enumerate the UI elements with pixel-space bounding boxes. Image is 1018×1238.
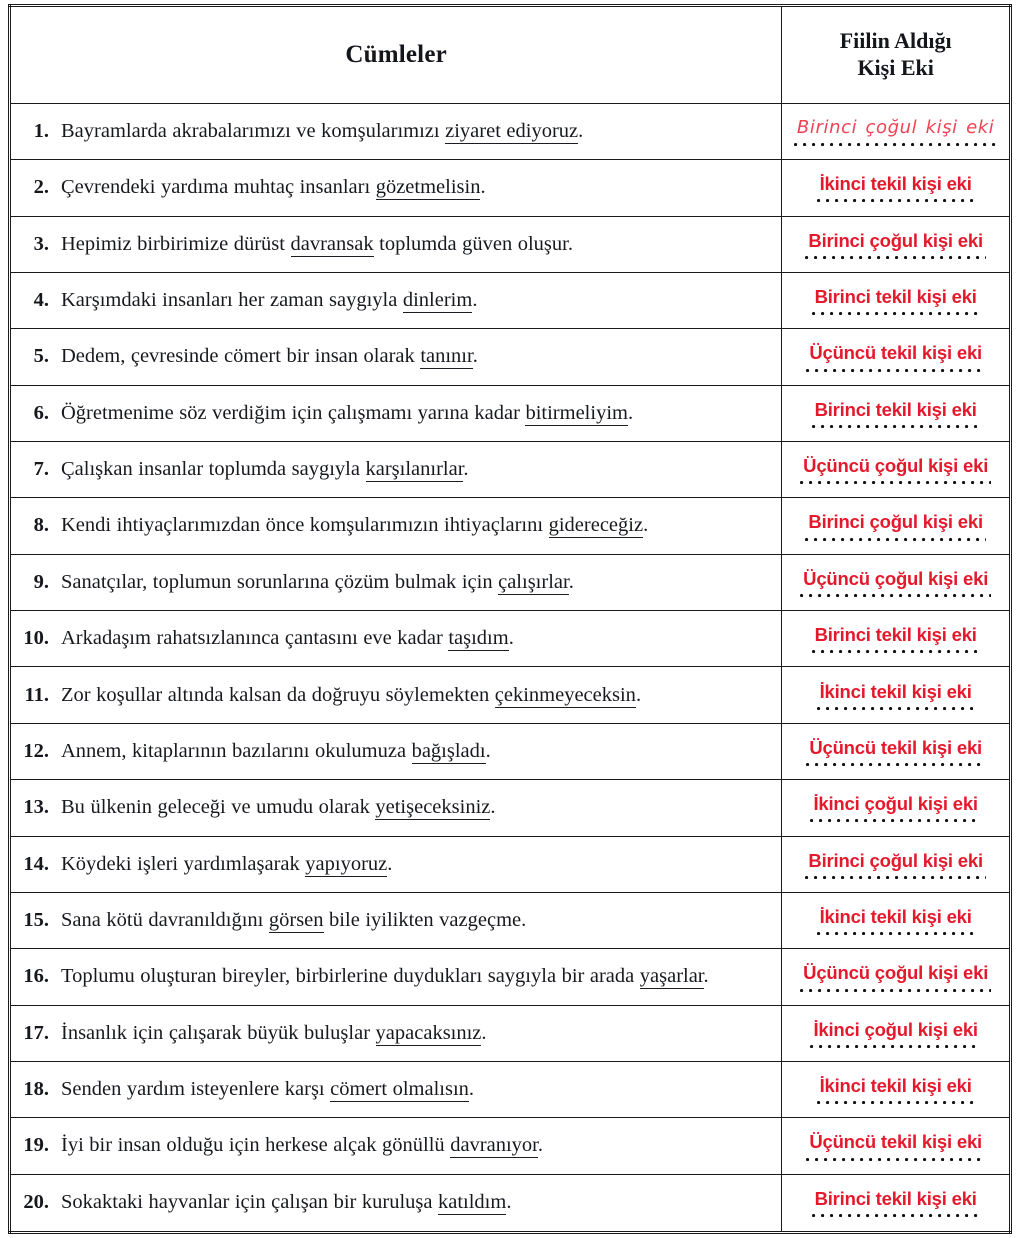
sentence-text-before: Sana kötü davranıldığını	[61, 909, 269, 931]
underlined-verb: yetişeceksiniz	[375, 796, 491, 819]
answer-cell[interactable]	[782, 329, 1011, 385]
table-row	[10, 1118, 1011, 1174]
sentence-text	[61, 1131, 781, 1160]
sentence-text	[61, 286, 781, 315]
sentence-line	[11, 1131, 781, 1160]
row-number: 16.	[23, 965, 49, 988]
sentence-text-after: .	[472, 345, 478, 368]
row-number: 20.	[23, 1191, 49, 1214]
row-number: 18.	[23, 1078, 49, 1101]
answer-text: Üçüncü çoğul kişi eki	[803, 455, 988, 484]
sentence-text-after: toplumda güven oluşur.	[373, 232, 573, 255]
answer-text: Birinci tekil kişi eki	[815, 624, 977, 653]
underlined-verb: yapıyoruz	[305, 852, 388, 875]
sentence-text-after: .	[537, 1134, 543, 1157]
sentence-text-after: .	[506, 1191, 512, 1214]
answer-text: İkinci tekil kişi eki	[820, 1075, 972, 1104]
table-row	[10, 385, 1011, 441]
row-number: 8.	[33, 514, 49, 537]
sentence-text	[61, 962, 781, 991]
sentence-text	[61, 793, 781, 822]
sentence-text-before: Arkadaşım rahatsızlanınca çantasını eve kadar	[61, 627, 449, 650]
answer-text: Üçüncü çoğul kişi eki	[803, 962, 988, 991]
answer-cell[interactable]	[782, 498, 1011, 554]
underlined-verb: davranıyor	[450, 1134, 538, 1157]
column-header-line-2: Kişi Eki	[857, 55, 934, 80]
answer-cell[interactable]	[782, 836, 1011, 892]
sentence-line	[11, 399, 781, 428]
underlined-verb: karşılanırlar	[365, 458, 464, 481]
row-number: 4.	[33, 289, 49, 312]
answer-text: İkinci çoğul kişi eki	[813, 1019, 977, 1048]
underlined-verb: dinlerim	[402, 289, 473, 312]
sentence-cell	[10, 498, 782, 554]
sentence-line	[11, 1019, 781, 1048]
answer-text: Birinci tekil kişi eki	[815, 1188, 977, 1217]
sentence-text-after: .	[463, 458, 469, 481]
row-number: 12.	[23, 739, 49, 762]
table-row	[10, 1005, 1011, 1061]
answer-cell[interactable]	[782, 442, 1011, 498]
row-number: 10.	[23, 627, 49, 650]
answer-cell[interactable]	[782, 104, 1011, 160]
sentence-text-before: Bayramlarda akrabalarımızı ve komşularımızı	[61, 120, 446, 143]
underlined-verb: bağışladı	[411, 739, 486, 762]
underlined-verb: katıldım	[438, 1191, 507, 1214]
sentence-text-after: .	[703, 965, 709, 988]
sentence-cell	[10, 836, 782, 892]
sentence-text-after: .	[481, 1021, 487, 1044]
answer-cell[interactable]	[782, 272, 1011, 328]
table-row	[10, 949, 1011, 1005]
sentence-line	[11, 850, 781, 879]
table-row	[10, 1061, 1011, 1117]
underlined-verb: yapacaksınız	[375, 1021, 482, 1044]
sentence-text-before: Zor koşullar altında kalsan da doğruyu söylemekten	[61, 683, 495, 706]
answer-cell[interactable]	[782, 667, 1011, 723]
sentence-text	[61, 624, 781, 653]
sentence-cell	[10, 949, 782, 1005]
sentence-text-before: Annem, kitaplarının bazılarını okulumuza	[61, 739, 412, 762]
sentence-line	[11, 286, 781, 315]
sentence-line	[11, 117, 781, 146]
sentence-cell	[10, 723, 782, 779]
sentence-text	[61, 342, 781, 371]
sentence-text-before: Karşımdaki insanları her zaman saygıyla	[61, 289, 403, 312]
sentence-text	[61, 681, 781, 710]
answer-text: Birinci çoğul kişi eki	[808, 511, 983, 540]
underlined-verb: yaşarlar	[639, 965, 704, 988]
sentence-cell	[10, 1005, 782, 1061]
answer-text: İkinci tekil kişi eki	[820, 906, 972, 935]
sentence-text-before: Çevrendeki yardıma muhtaç insanları	[61, 176, 376, 199]
sentence-cell	[10, 272, 782, 328]
sentence-line	[11, 511, 781, 540]
sentence-text-after: bile iyilikten vazgeçme.	[323, 909, 527, 931]
sentence-cell	[10, 442, 782, 498]
table-header	[10, 6, 1011, 104]
answer-cell[interactable]	[782, 611, 1011, 667]
sentence-line	[11, 793, 781, 822]
sentence-text-after: .	[490, 796, 496, 819]
sentence-line	[11, 624, 781, 653]
sentence-text-after: .	[635, 683, 642, 706]
sentence-text-before: Toplumu oluşturan bireyler, birbirlerine duydukları saygıyla bir arada	[61, 965, 640, 988]
sentence-text-before: Hepimiz birbirimize dürüst	[61, 232, 291, 255]
answer-cell[interactable]	[782, 1174, 1011, 1232]
sentence-cell	[10, 667, 782, 723]
answer-cell[interactable]	[782, 1005, 1011, 1061]
sentence-text-before: Bu ülkenin geleceği ve umudu olarak	[61, 796, 376, 819]
column-header-line-1: Fiilin Aldığı	[839, 28, 952, 54]
sentence-cell	[10, 385, 782, 441]
table-row	[10, 723, 1011, 779]
sentence-text	[61, 230, 781, 259]
sentence-text-before: Sokaktaki hayvanlar için çalışan bir kuruluşa	[61, 1191, 438, 1214]
table-row	[10, 1174, 1011, 1232]
underlined-verb: tanınır	[420, 345, 473, 368]
row-number: 9.	[33, 570, 49, 593]
row-number: 1.	[33, 120, 49, 143]
table-row	[10, 104, 1011, 160]
row-number: 2.	[33, 176, 49, 199]
answer-cell[interactable]	[782, 216, 1011, 272]
answer-text: Üçüncü çoğul kişi eki	[803, 568, 988, 597]
sentence-text-after: .	[627, 401, 634, 424]
sentence-text-before: Dedem, çevresinde cömert bir insan olarak	[61, 345, 421, 368]
sentence-text-after: .	[578, 120, 584, 143]
sentence-cell	[10, 1061, 782, 1117]
answer-text: Birinci çoğul kişi eki	[797, 117, 994, 146]
sentence-text	[61, 173, 781, 202]
sentence-line	[11, 962, 781, 991]
answer-text: Birinci tekil kişi eki	[815, 286, 977, 315]
sentence-line	[11, 342, 781, 371]
sentence-text-before: Çalışkan insanlar toplumda saygıyla	[61, 458, 366, 481]
underlined-verb: gözetmelisin	[375, 176, 481, 199]
answer-cell[interactable]	[782, 723, 1011, 779]
sentence-text-before: Senden yardım isteyenlere karşı	[61, 1078, 331, 1101]
sentence-cell	[10, 611, 782, 667]
answer-text: Üçüncü tekil kişi eki	[809, 342, 982, 371]
sentence-text-after: .	[643, 514, 649, 537]
table-row	[10, 329, 1011, 385]
sentence-text-before: Öğretmenime söz verdiğim için çalışmamı yarına kadar	[61, 401, 526, 424]
answer-text: Birinci tekil kişi eki	[815, 399, 977, 428]
sentence-text-before: Kendi ihtiyaçlarımızdan önce komşularımızın ihtiyaçlarını	[61, 514, 549, 537]
sentence-cell	[10, 216, 782, 272]
answer-text: Birinci çoğul kişi eki	[808, 850, 983, 879]
answer-text: Birinci çoğul kişi eki	[808, 230, 983, 259]
sentence-text	[61, 117, 781, 146]
table-row	[10, 160, 1011, 216]
answer-cell[interactable]	[782, 160, 1011, 216]
row-number: 5.	[33, 345, 49, 368]
answer-cell[interactable]	[782, 385, 1011, 441]
sentence-text	[61, 455, 781, 484]
sentence-line	[11, 455, 781, 484]
sentence-text-after: .	[568, 570, 574, 593]
sentence-text	[61, 399, 781, 428]
answer-text: Üçüncü tekil kişi eki	[809, 1131, 982, 1160]
sentence-text-before: İnsanlık için çalışarak büyük buluşlar	[61, 1021, 376, 1044]
answer-text: İkinci çoğul kişi eki	[813, 793, 977, 822]
table-row	[10, 554, 1011, 610]
answer-text: Üçüncü tekil kişi eki	[809, 737, 982, 766]
answer-cell[interactable]	[782, 554, 1011, 610]
underlined-verb: çalışırlar	[498, 570, 569, 593]
answer-text: İkinci tekil kişi eki	[820, 173, 972, 202]
sentence-line	[11, 1075, 781, 1104]
column-header-person-suffix	[782, 6, 1011, 104]
sentence-text	[61, 850, 781, 879]
row-number: 7.	[33, 458, 49, 481]
row-number: 11.	[24, 683, 49, 706]
table-row	[10, 667, 1011, 723]
sentence-text	[61, 1075, 781, 1104]
sentence-text	[61, 737, 781, 766]
row-number: 3.	[33, 232, 49, 255]
sentence-line	[11, 681, 781, 710]
underlined-verb: taşıdım	[448, 627, 509, 650]
header-row	[10, 6, 1011, 104]
table-row	[10, 216, 1011, 272]
sentence-text	[61, 1019, 781, 1048]
sentence-text-after: .	[485, 739, 491, 762]
underlined-verb: ziyaret ediyoruz	[445, 120, 579, 143]
sentence-line	[11, 1188, 781, 1217]
sentence-cell	[10, 160, 782, 216]
sentence-line	[11, 173, 781, 202]
underlined-verb: bitirmeliyim	[525, 401, 628, 424]
sentence-text	[61, 906, 781, 935]
sentence-line	[11, 230, 781, 259]
table-row	[10, 442, 1011, 498]
sentence-line	[11, 568, 781, 597]
sentence-cell	[10, 892, 782, 948]
row-number: 17.	[23, 1021, 49, 1044]
sentence-cell	[10, 554, 782, 610]
sentence-text-after: .	[480, 176, 486, 199]
table-row	[10, 836, 1011, 892]
row-number: 13.	[23, 796, 49, 819]
underlined-verb: görsen	[268, 909, 324, 931]
column-header-sentences: Cümleler	[10, 6, 782, 104]
table-row	[10, 892, 1011, 948]
underlined-verb: cömert olmalısın	[330, 1078, 469, 1101]
sentence-text-after: .	[387, 852, 393, 875]
sentence-text-before: Köydeki işleri yardımlaşarak	[61, 852, 306, 875]
answer-text: İkinci tekil kişi eki	[820, 681, 972, 710]
sentence-cell	[10, 1174, 782, 1232]
table-body	[10, 104, 1011, 1233]
row-number: 19.	[23, 1134, 49, 1157]
sentence-line	[11, 737, 781, 766]
row-number: 15.	[23, 909, 49, 931]
sentence-text	[61, 511, 781, 540]
underlined-verb: davransak	[290, 232, 374, 255]
row-number: 14.	[23, 852, 49, 875]
table-row	[10, 498, 1011, 554]
sentence-cell	[10, 780, 782, 836]
answer-cell[interactable]	[782, 1118, 1011, 1174]
answer-cell[interactable]	[782, 1061, 1011, 1117]
sentence-text-before: Sanatçılar, toplumun sorunlarına çözüm bulmak için	[61, 570, 499, 593]
row-number: 6.	[33, 401, 49, 424]
sentence-text-before: İyi bir insan olduğu için herkese alçak gönüllü	[61, 1134, 451, 1157]
sentence-text	[61, 568, 781, 597]
table-row	[10, 272, 1011, 328]
table-row	[10, 780, 1011, 836]
sentence-text-after: .	[468, 1078, 475, 1101]
underlined-verb: çekinmeyeceksin	[494, 683, 636, 706]
sentence-cell	[10, 1118, 782, 1174]
sentence-text	[61, 1188, 781, 1217]
answer-cell[interactable]	[782, 780, 1011, 836]
sentence-text-after: .	[472, 289, 478, 312]
answer-cell[interactable]	[782, 949, 1011, 1005]
underlined-verb: gidereceğiz	[548, 514, 644, 537]
sentence-cell	[10, 104, 782, 160]
verb-person-suffix-table	[8, 4, 1012, 1234]
sentence-text-after: .	[508, 627, 514, 650]
answer-cell[interactable]	[782, 892, 1011, 948]
sentence-cell	[10, 329, 782, 385]
sentence-line	[11, 906, 781, 935]
table-row	[10, 611, 1011, 667]
